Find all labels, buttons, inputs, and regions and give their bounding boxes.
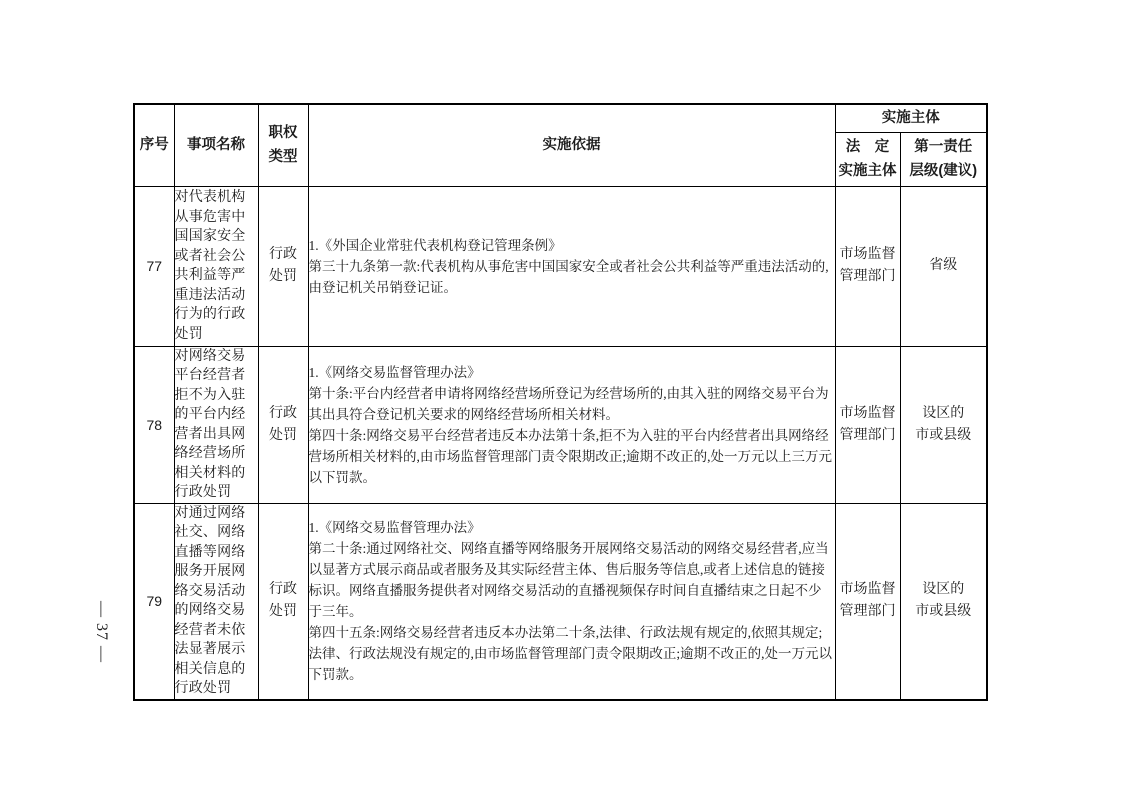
basis-paragraph: 1.《网络交易监督管理办法》 — [308, 520, 481, 535]
resp-level-line1: 设区的 — [922, 405, 965, 421]
table-row — [134, 186, 987, 346]
header-type — [258, 104, 308, 186]
legal-subject-line2: 管理部门 — [839, 604, 896, 619]
basis-paragraph: 第十条:平台内经营者申请将网络经营场所登记为经营场所的,由其入驻的网络交易平台为其出具符合登记机关要求的网络经营场所相关材料。 — [308, 385, 829, 422]
cell-basis — [308, 503, 835, 700]
cell-seq: 78 — [134, 346, 174, 503]
legal-subject-line2: 管理部门 — [839, 269, 896, 284]
cell-type — [258, 186, 308, 346]
legal-subject-line1: 市场监督 — [839, 582, 896, 597]
cell-name: 对代表机构从事危害中国国家安全或者社会公共利益等严重违法活动行为的行政处罚 — [174, 186, 258, 346]
cell-legal-subject — [835, 186, 900, 346]
cell-legal-subject — [835, 503, 900, 700]
resp-level-line1: 省级 — [929, 258, 958, 273]
cell-type — [258, 503, 308, 700]
legal-subject-line2: 管理部门 — [839, 427, 896, 443]
cell-basis — [308, 186, 835, 346]
header-name: 事项名称 — [174, 104, 258, 186]
header-legal-line1: 法 定 — [845, 139, 890, 155]
cell-basis — [308, 346, 835, 503]
cell-type-line1: 行政 — [269, 247, 297, 262]
header-legal-line2: 实施主体 — [838, 163, 897, 179]
basis-paragraph: 第二十条:通过网络社交、网络直播等网络服务开展网络交易活动的网络交易经营者,应当以显著方式展示商品或者服务及其实际经营主体、售后服务等信息,或者上述信息的链接标识。网络直播服务提供者对网络交易活动的直播视频保存时间自直播结束之日起不少于三年。 — [308, 541, 829, 619]
header-seq: 序号 — [134, 104, 174, 186]
resp-level-line1: 设区的 — [922, 582, 965, 597]
header-resp-line2: 层级(建议) — [909, 163, 978, 179]
page-number: — 37 — — [93, 601, 110, 663]
legal-subject-line1: 市场监督 — [839, 247, 896, 262]
cell-type-line1: 行政 — [269, 405, 297, 421]
cell-type-line2: 处罚 — [269, 269, 297, 284]
header-basis: 实施依据 — [308, 104, 835, 186]
basis-paragraph: 第四十五条:网络交易经营者违反本办法第二十条,法律、行政法规有规定的,依照其规定;法律、行政法规没有规定的,由市场监督管理部门责令限期改正;逾期不改正的,处一万元以下罚款。 — [308, 625, 832, 682]
regulation-table — [133, 103, 988, 701]
table-row — [134, 346, 987, 503]
table-row — [134, 503, 987, 700]
basis-paragraph: 第三十九条第一款:代表机构从事危害中国国家安全或者社会公共利益等严重违法活动的,由登记机关吊销登记证。 — [308, 258, 829, 295]
cell-resp-level — [900, 346, 987, 503]
resp-level-line2: 市或县级 — [915, 427, 972, 443]
cell-type-line1: 行政 — [269, 582, 297, 597]
cell-seq: 77 — [134, 186, 174, 346]
header-legal-subject — [835, 132, 900, 186]
cell-resp-level — [900, 186, 987, 346]
cell-type — [258, 346, 308, 503]
cell-type-line2: 处罚 — [269, 427, 297, 443]
basis-paragraph: 第四十条:网络交易平台经营者违反本办法第十条,拒不为入驻的平台内经营者出具网络经营场所相关材料的,由市场监督管理部门责令限期改正;逾期不改正的,处一万元以上三万元以下罚款。 — [308, 427, 832, 485]
cell-name: 对网络交易平台经营者拒不为入驻的平台内经营者出具网络经营场所相关材料的行政处罚 — [174, 346, 258, 503]
header-resp-level — [900, 132, 987, 186]
basis-paragraph: 1.《网络交易监督管理办法》 — [308, 364, 481, 380]
basis-paragraph: 1.《外国企业常驻代表机构登记管理条例》 — [308, 237, 562, 253]
header-type-line1: 职权 — [268, 125, 298, 142]
cell-legal-subject — [835, 346, 900, 503]
cell-type-line2: 处罚 — [269, 604, 297, 619]
cell-seq: 79 — [134, 503, 174, 700]
header-resp-line1: 第一责任 — [914, 139, 973, 155]
resp-level-line2: 市或县级 — [915, 604, 972, 619]
header-subject-group: 实施主体 — [835, 104, 987, 132]
legal-subject-line1: 市场监督 — [839, 405, 896, 421]
cell-resp-level — [900, 503, 987, 700]
cell-name: 对通过网络社交、网络直播等网络服务开展网络交易活动的网络交易经营者未依法显著展示相关信息的行政处罚 — [174, 503, 258, 700]
header-type-line2: 类型 — [268, 149, 298, 166]
